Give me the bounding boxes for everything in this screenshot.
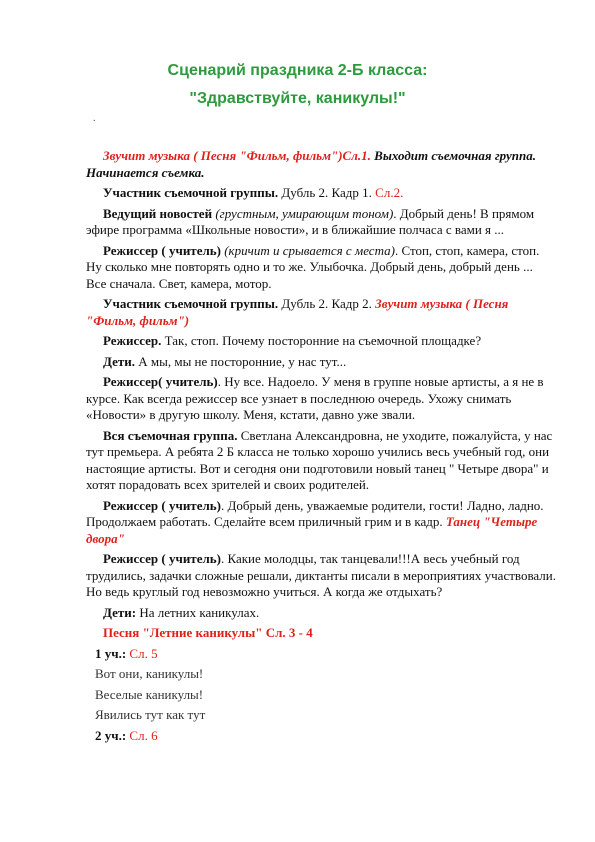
stage-direction: Выходит съемочная группа. Начинается съемка. [86, 148, 536, 180]
slide-cue: Сл.2. [375, 185, 404, 200]
line-text: . Стоп, стоп, камера, стоп. Ну сколько мне повторять одно и то же. Улыбочка. Добрый день, добрый день ... Все сначала. Свет, камера, мотор. [86, 242, 540, 291]
song-cue: Песня "Летние каникулы" Сл. 3 - 4 [103, 625, 313, 640]
paragraph-10 [86, 498, 556, 548]
speaker: Вся съемочная группа. [103, 427, 238, 443]
line-text: . Добрый день! В прямом эфире программа «Школьные новости», и в ближайшие полчаса с вами я ... [86, 205, 535, 237]
paragraph-5 [86, 296, 556, 329]
line-text: Дубль 2. Кадр 1. [278, 185, 376, 200]
speaker: Режиссер ( учитель) [103, 551, 221, 566]
speaker: Дети. [103, 353, 135, 369]
speaker: Режиссер ( учитель) [103, 242, 221, 258]
paragraph-13 [86, 625, 556, 642]
speaker: Дети: [103, 604, 137, 620]
student-1-line [78, 646, 556, 663]
speaker: Режиссер( учитель) [103, 374, 218, 389]
line-text: Дубль 2. Кадр 2. [278, 296, 376, 311]
paragraph-3 [86, 206, 556, 239]
line-text: А мы, мы не посторонние, у нас тут... [135, 353, 347, 369]
speaker: Ведущий новостей [103, 205, 213, 221]
stage-direction: (грустным, умирающим тоном) [212, 205, 394, 221]
verse-line-1: Вот они, каникулы! [95, 666, 204, 681]
speaker: Участник съемочной группы. [103, 185, 279, 200]
document-title-line-1: Сценарий праздника 2-Б класса: [167, 62, 428, 79]
stage-direction: (кричит и срывается с места) [220, 242, 395, 258]
student-label: 1 уч.: [95, 645, 127, 661]
paragraph-12 [86, 605, 556, 622]
slide-cue: Сл. 6 [126, 727, 158, 743]
paragraph-9 [86, 428, 556, 494]
line-text: На летних каникулах. [136, 604, 260, 620]
verse-line-3: Явились тут как тут [95, 707, 206, 722]
speaker: Режиссер ( учитель) [103, 497, 221, 513]
speaker: Режиссер. [103, 333, 162, 348]
script-body [86, 148, 556, 748]
music-cue: Звучит музыка ( Песня "Фильм, фильм") [86, 296, 509, 328]
dance-cue: Танец "Четыре двора" [86, 514, 538, 546]
music-cue: Звучит музыка ( Песня "Фильм, фильм")Сл.1. [103, 148, 371, 163]
line-text: . Ну все. Надоело. У меня в группе новые артисты, а я не в курсе. Как всегда режиссер все узнает в последнюю очередь. Ухожу снимать «Новости» в другую школу. Меня, кстати, давно уже звали. [86, 374, 544, 422]
line-text: . Добрый день, уважаемые родители, гости! Ладно, ладно. Продолжаем работать. Сделайте всем приличный грим и в кадр. [86, 497, 544, 529]
paragraph-11 [86, 551, 556, 601]
student-label: 2 уч.: [95, 727, 127, 743]
paragraph-7 [86, 354, 556, 371]
student-2-line [78, 728, 556, 745]
document-title-line-2: "Здравствуйте, каникулы!" [189, 90, 406, 107]
paragraph-1 [86, 148, 556, 181]
stray-dot: . [93, 113, 96, 124]
line-text: Светлана Александровна, не уходите, пожалуйста, у нас тут премьера. А ребята 2 Б класса не только хорошо учились весь учебный год, они настоящие артисты. Вот и сегодня они подготовили новый танец " Четыре двора" и хотят порадовать всех зрителей и своих родителей. [86, 427, 553, 492]
paragraph-8 [86, 374, 556, 424]
paragraph-2 [86, 185, 556, 202]
slide-cue: Сл. 5 [126, 645, 158, 661]
speaker: Участник съемочной группы. [103, 296, 279, 311]
verse-line-2: Веселые каникулы! [95, 686, 204, 702]
line-text: . Какие молодцы, так танцевали!!!А весь учебный год трудились, задачки сложные решали, диктанты писали в мероприятиях участвовали. Но ведь круглый год невозможно учиться. А когда же отдыхать? [86, 551, 556, 599]
paragraph-4 [86, 243, 556, 293]
line-text: Так, стоп. Почему посторонние на съемочной площадке? [161, 333, 482, 348]
paragraph-6 [86, 333, 556, 350]
